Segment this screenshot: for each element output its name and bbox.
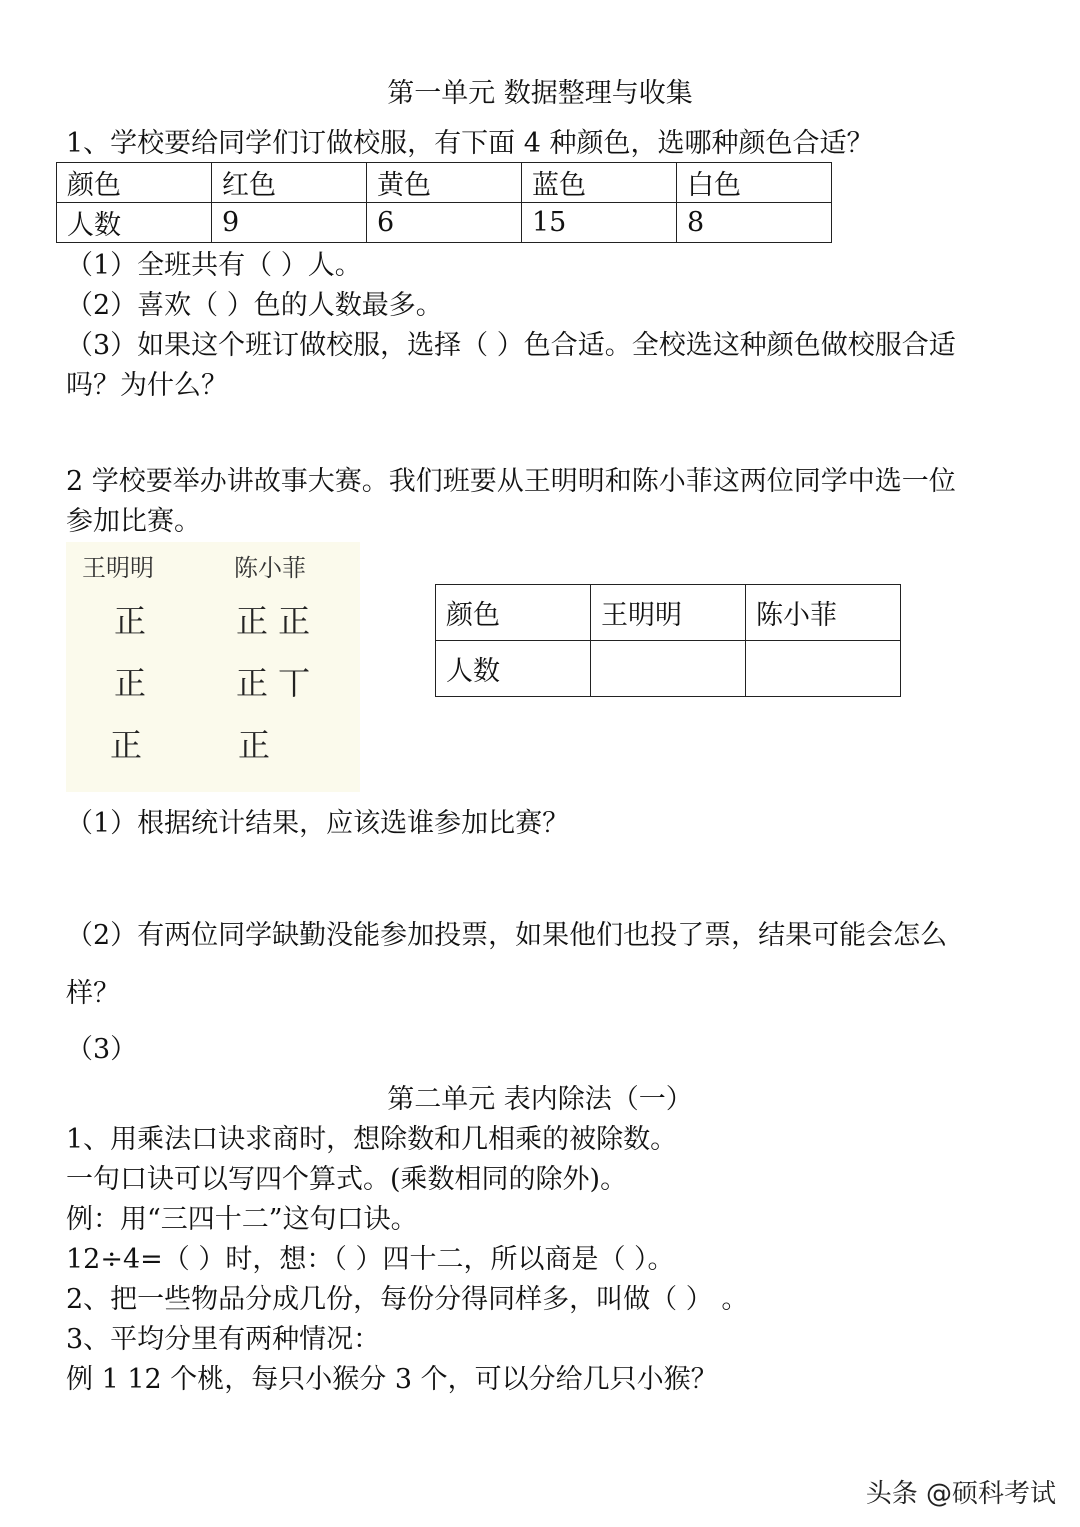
question-1-3-cont: 吗？为什么？ xyxy=(66,370,228,401)
question-2-cont: 参加比赛。 xyxy=(66,506,201,537)
table-cell: 蓝色 xyxy=(522,163,677,203)
table-cell: 颜色 xyxy=(436,585,591,641)
table-cell: 陈小菲 xyxy=(746,585,901,641)
vote-count-table xyxy=(435,584,901,697)
unit2-line-2: 一句口诀可以写四个算式。(乘数相同的除外)。 xyxy=(66,1164,628,1195)
table-row xyxy=(436,585,901,641)
tally-chart xyxy=(66,542,360,792)
tally-name-2: 陈小菲 xyxy=(234,554,306,582)
table-cell: 人数 xyxy=(436,641,591,697)
question-2-3: （3） xyxy=(66,1034,138,1065)
watermark: 头条 @硕科考试 xyxy=(865,1479,1056,1509)
table-cell: 9 xyxy=(212,203,367,243)
unit2-title: 第二单元 表内除法（一） xyxy=(387,1084,693,1115)
tally-mark: 正 xyxy=(114,664,147,702)
table-cell: 15 xyxy=(522,203,677,243)
color-vote-table xyxy=(56,162,832,243)
question-2: 2 学校要举办讲故事大赛。我们班要从王明明和陈小菲这两位同学中选一位 xyxy=(66,466,956,497)
table-row xyxy=(57,203,832,243)
table-cell: 6 xyxy=(367,203,522,243)
table-cell: 黄色 xyxy=(367,163,522,203)
tally-mark: 正 xyxy=(114,602,147,640)
tally-mark: 正 丅 xyxy=(236,664,311,702)
unit2-line-4: 12÷4=（ ）时，想：（ ）四十二，所以商是（ ）。 xyxy=(66,1244,675,1275)
unit2-line-6: 3、平均分里有两种情况： xyxy=(66,1324,381,1355)
table-cell: 颜色 xyxy=(57,163,212,203)
table-cell[interactable] xyxy=(591,641,746,697)
question-1-2: （2）喜欢（ ）色的人数最多。 xyxy=(66,290,443,321)
unit2-line-5: 2、把一些物品分成几份，每份分得同样多，叫做（ ） 。 xyxy=(66,1284,749,1315)
unit2-line-1: 1、用乘法口诀求商时，想除数和几相乘的被除数。 xyxy=(66,1124,678,1155)
table-cell: 王明明 xyxy=(591,585,746,641)
question-2-2-cont: 样？ xyxy=(66,978,120,1009)
tally-mark: 正 xyxy=(110,726,143,764)
unit2-line-3: 例：用“三四十二”这句口诀。 xyxy=(66,1204,418,1235)
table-row xyxy=(436,641,901,697)
question-2-2: （2）有两位同学缺勤没能参加投票，如果他们也投了票，结果可能会怎么 xyxy=(66,920,948,951)
table-row xyxy=(57,163,832,203)
table-cell: 白色 xyxy=(677,163,832,203)
table-cell: 8 xyxy=(677,203,832,243)
question-1: 1、学校要给同学们订做校服，有下面 4 种颜色，选哪种颜色合适？ xyxy=(66,128,874,159)
tally-name-1: 王明明 xyxy=(82,554,154,582)
tally-mark: 正 正 xyxy=(236,602,311,640)
unit2-line-7: 例 1 12 个桃，每只小猴分 3 个，可以分给几只小猴？ xyxy=(66,1364,718,1395)
question-1-1: （1）全班共有（ ）人。 xyxy=(66,250,362,281)
question-1-3: （3）如果这个班订做校服，选择（ ）色合适。全校选这种颜色做校服合适 xyxy=(66,330,956,361)
table-cell: 人数 xyxy=(57,203,212,243)
question-2-1: （1）根据统计结果，应该选谁参加比赛？ xyxy=(66,808,570,839)
tally-mark: 正 xyxy=(238,726,271,764)
unit1-title: 第一单元 数据整理与收集 xyxy=(387,78,693,109)
table-cell[interactable] xyxy=(746,641,901,697)
table-cell: 红色 xyxy=(212,163,367,203)
